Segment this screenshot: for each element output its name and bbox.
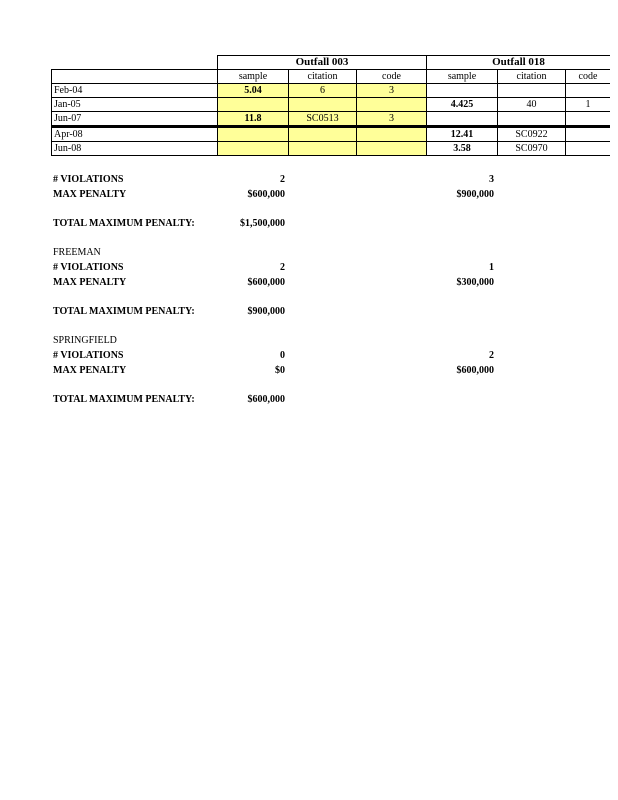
max-penalty-value-outfall-018: $900,000 — [456, 189, 494, 200]
citation-cell — [289, 98, 357, 112]
sub-header-row — [52, 70, 611, 84]
sample-cell — [427, 84, 498, 98]
sample-cell: 3.58 — [427, 142, 498, 156]
citation-header-2: citation — [498, 70, 566, 84]
citation-cell: 6 — [289, 84, 357, 98]
citation-cell: SC0513 — [289, 112, 357, 127]
violations-table — [51, 55, 610, 156]
violations-label: # VIOLATIONS — [53, 174, 124, 185]
violations-value-outfall-018: 1 — [489, 262, 494, 273]
citation-cell — [498, 84, 566, 98]
citation-cell — [289, 142, 357, 156]
total-max-penalty-value: $1,500,000 — [240, 218, 285, 229]
max-penalty-label: MAX PENALTY — [53, 189, 127, 200]
code-header-1: code — [357, 70, 427, 84]
code-cell — [566, 142, 611, 156]
citation-header-1: citation — [289, 70, 357, 84]
violations-label: # VIOLATIONS — [53, 350, 124, 361]
max-penalty-value-outfall-003: $600,000 — [247, 189, 285, 200]
table-row — [52, 127, 611, 142]
table-row — [52, 142, 611, 156]
code-cell: 1 — [566, 98, 611, 112]
max-penalty-label: MAX PENALTY — [53, 277, 127, 288]
date-cell: Jan-05 — [52, 98, 218, 112]
section-name-freeman: FREEMAN — [53, 247, 101, 258]
sample-cell: 12.41 — [427, 127, 498, 142]
citation-cell: 40 — [498, 98, 566, 112]
total-max-penalty-label: TOTAL MAXIMUM PENALTY: — [53, 218, 195, 229]
code-cell — [357, 142, 427, 156]
citation-cell — [498, 112, 566, 127]
code-header-2: code — [566, 70, 611, 84]
table-row — [52, 98, 611, 112]
total-max-penalty-label: TOTAL MAXIMUM PENALTY: — [53, 306, 195, 317]
section-name-springfield: SPRINGFIELD — [53, 335, 117, 346]
citation-cell: SC0970 — [498, 142, 566, 156]
citation-cell: SC0922 — [498, 127, 566, 142]
violations-value-outfall-003: 2 — [280, 174, 285, 185]
sample-cell — [218, 142, 289, 156]
outfall-003-header: Outfall 003 — [218, 56, 427, 70]
max-penalty-value-outfall-018: $600,000 — [456, 365, 494, 376]
violations-value-outfall-018: 3 — [489, 174, 494, 185]
table-row — [52, 84, 611, 98]
date-cell: Feb-04 — [52, 84, 218, 98]
code-cell — [357, 98, 427, 112]
date-cell: Apr-08 — [52, 127, 218, 142]
code-cell — [566, 127, 611, 142]
table-row — [52, 112, 611, 127]
violations-value-outfall-003: 0 — [280, 350, 285, 361]
code-cell — [566, 112, 611, 127]
violations-value-outfall-003: 2 — [280, 262, 285, 273]
violations-label: # VIOLATIONS — [53, 262, 124, 273]
max-penalty-value-outfall-003: $600,000 — [247, 277, 285, 288]
max-penalty-label: MAX PENALTY — [53, 365, 127, 376]
sample-cell — [218, 127, 289, 142]
total-max-penalty-value: $900,000 — [247, 306, 285, 317]
sample-cell: 5.04 — [218, 84, 289, 98]
max-penalty-value-outfall-018: $300,000 — [456, 277, 494, 288]
outfall-018-header: Outfall 018 — [427, 56, 611, 70]
code-cell: 3 — [357, 112, 427, 127]
code-cell — [566, 84, 611, 98]
citation-cell — [289, 127, 357, 142]
group-header-row — [52, 56, 611, 70]
blank-corner-cell — [52, 56, 218, 70]
sample-cell — [218, 98, 289, 112]
code-cell — [357, 127, 427, 142]
date-cell: Jun-07 — [52, 112, 218, 127]
total-max-penalty-value: $600,000 — [247, 394, 285, 405]
max-penalty-value-outfall-003: $0 — [275, 365, 285, 376]
sample-cell — [427, 112, 498, 127]
code-cell: 3 — [357, 84, 427, 98]
sample-cell: 11.8 — [218, 112, 289, 127]
sample-header-1: sample — [218, 70, 289, 84]
violations-value-outfall-018: 2 — [489, 350, 494, 361]
date-header-cell — [52, 70, 218, 84]
sample-cell: 4.425 — [427, 98, 498, 112]
date-cell: Jun-08 — [52, 142, 218, 156]
total-max-penalty-label: TOTAL MAXIMUM PENALTY: — [53, 394, 195, 405]
sample-header-2: sample — [427, 70, 498, 84]
